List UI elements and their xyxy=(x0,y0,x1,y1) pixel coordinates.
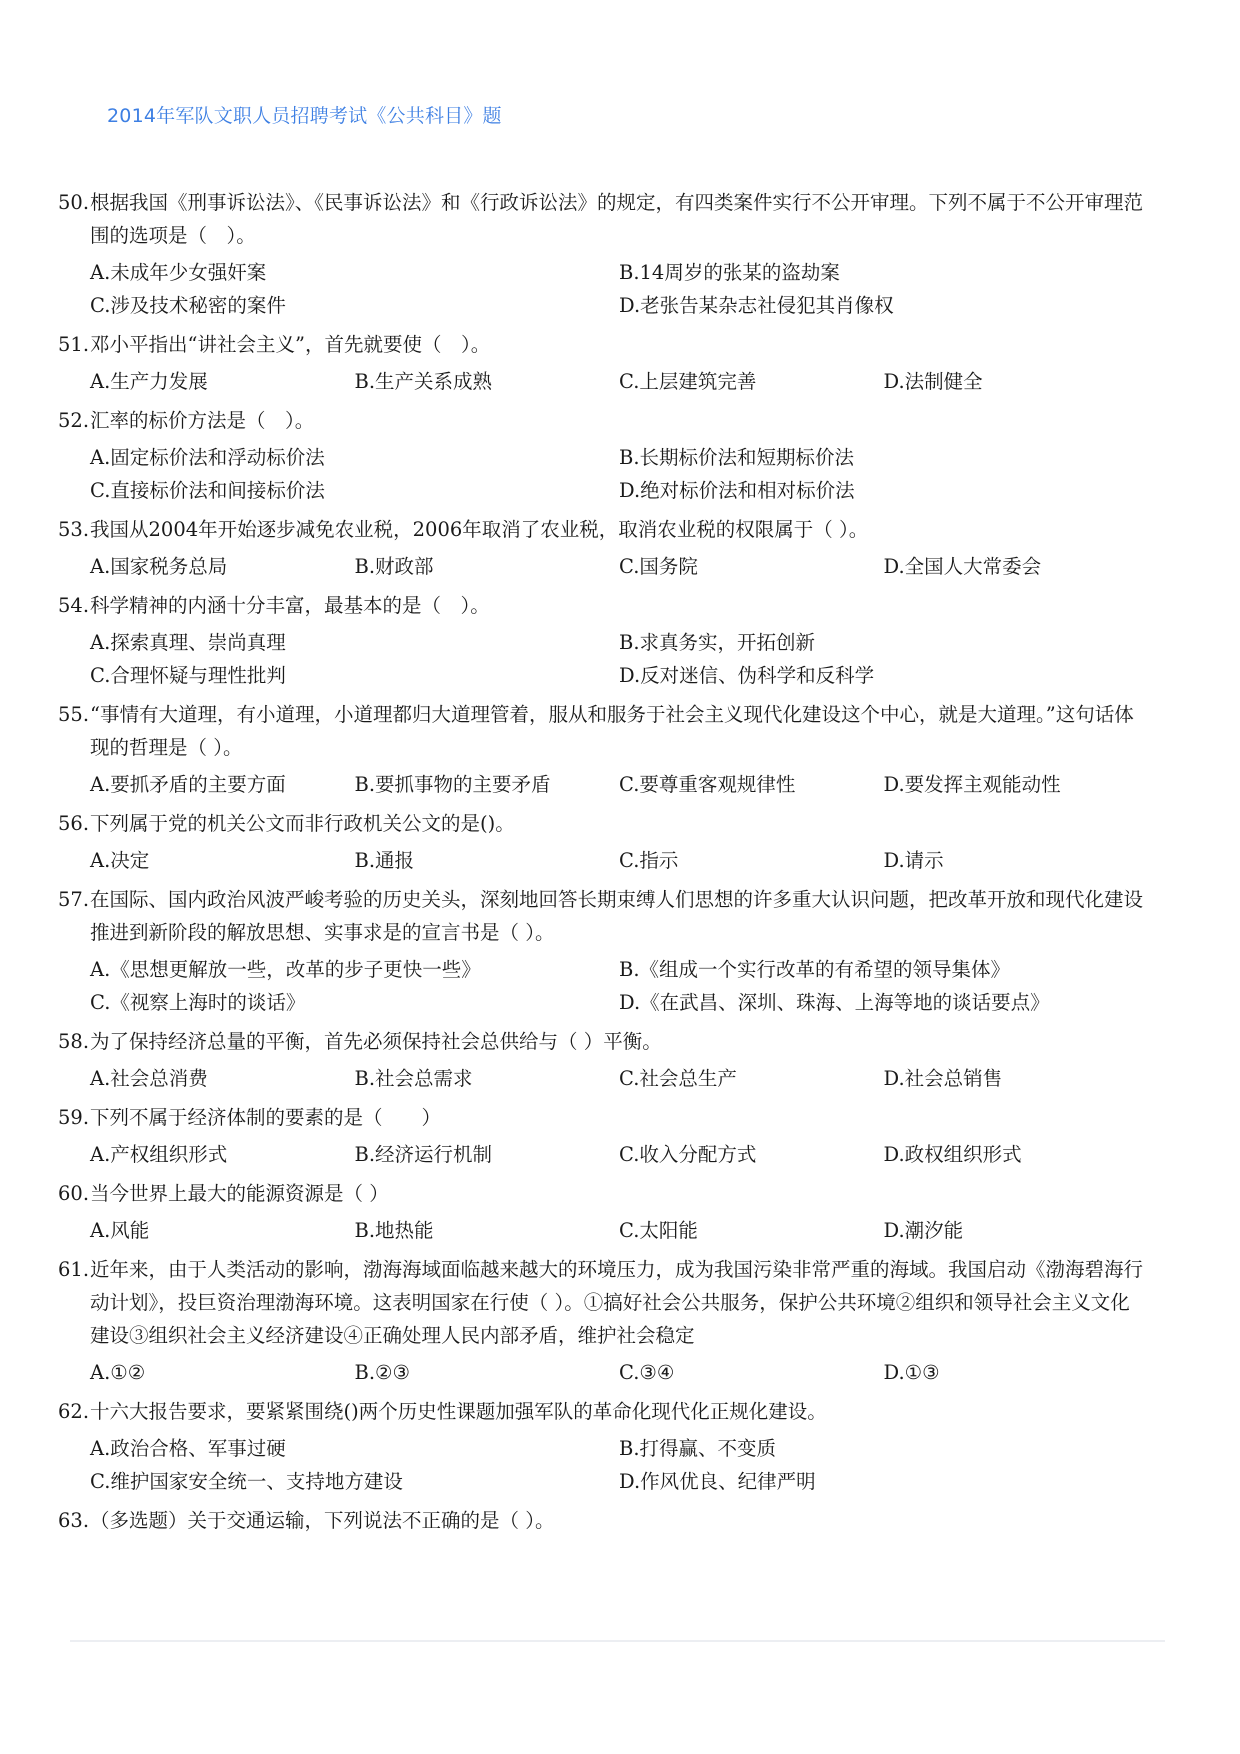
option-a: A.《思想更解放一些，改革的步子更快一些》 xyxy=(90,958,481,981)
question-text: 汇率的标价方法是（ ）。 xyxy=(90,409,315,432)
option-c: C.直接标价法和间接标价法 xyxy=(90,479,325,502)
question-number: 55. xyxy=(58,703,90,726)
option-c: C.涉及技术秘密的案件 xyxy=(90,294,286,317)
question-52 xyxy=(58,404,1148,507)
question-stem xyxy=(58,404,1148,437)
question-stem xyxy=(58,1395,1148,1428)
question-stem xyxy=(58,1504,1148,1537)
option-a: A.决定 xyxy=(90,849,150,872)
option-b: B.地热能 xyxy=(354,1219,434,1242)
option-c: C.收入分配方式 xyxy=(619,1143,757,1166)
option-c: C.维护国家安全统一、支持地方建设 xyxy=(90,1470,403,1493)
option-d: D.反对迷信、伪科学和反科学 xyxy=(619,664,875,687)
option-a: A.社会总消费 xyxy=(90,1067,208,1090)
option-c: C.合理怀疑与理性批判 xyxy=(90,664,286,687)
option-c: C.太阳能 xyxy=(619,1219,698,1242)
option-d: D.老张告某杂志社侵犯其肖像权 xyxy=(619,294,894,317)
option-d: D.政权组织形式 xyxy=(883,1143,1022,1166)
options xyxy=(58,626,1148,692)
question-number: 52. xyxy=(58,409,90,432)
option-c: C.国务院 xyxy=(619,555,698,578)
options xyxy=(58,365,1148,398)
question-text: 根据我国《刑事诉讼法》、《民事诉讼法》和《行政诉讼法》的规定，有四类案件实行不公开审理。下列不属于不公开审理范围的选项是（ ）。 xyxy=(90,191,1144,247)
question-stem xyxy=(58,807,1148,840)
option-d: D.《在武昌、深圳、珠海、上海等地的谈话要点》 xyxy=(619,991,1050,1014)
option-c: C.指示 xyxy=(619,849,679,872)
option-a: A.探索真理、崇尚真理 xyxy=(90,631,286,654)
question-text: 十六大报告要求，要紧紧围绕()两个历史性课题加强军队的革命化现代化正规化建设。 xyxy=(90,1400,827,1423)
option-d: D.绝对标价法和相对标价法 xyxy=(619,479,855,502)
option-b: B.财政部 xyxy=(354,555,434,578)
question-51 xyxy=(58,328,1148,398)
option-b: B.打得赢、不变质 xyxy=(619,1437,777,1460)
option-b: B.社会总需求 xyxy=(354,1067,473,1090)
option-a: A.未成年少女强奸案 xyxy=(90,261,267,284)
question-55 xyxy=(58,698,1148,801)
question-text: 我国从2004年开始逐步减免农业税，2006年取消了农业税，取消农业税的权限属于（ ）。 xyxy=(90,518,869,541)
question-number: 61. xyxy=(58,1258,90,1281)
question-61 xyxy=(58,1253,1148,1389)
option-b: B.求真务实，开拓创新 xyxy=(619,631,816,654)
question-text: 科学精神的内涵十分丰富，最基本的是（ ）。 xyxy=(90,594,490,617)
option-b: B.要抓事物的主要矛盾 xyxy=(354,773,551,796)
option-a: A.政治合格、军事过硬 xyxy=(90,1437,286,1460)
question-stem xyxy=(58,1025,1148,1058)
options xyxy=(58,1356,1148,1389)
option-a: A.固定标价法和浮动标价法 xyxy=(90,446,325,469)
question-58 xyxy=(58,1025,1148,1095)
question-text: 在国际、国内政治风波严峻考验的历史关头，深刻地回答长期束缚人们思想的许多重大认识问题，把改革开放和现代化建设推进到新阶段的解放思想、实事求是的宣言书是（ ）。 xyxy=(90,888,1144,944)
option-b: B.长期标价法和短期标价法 xyxy=(619,446,855,469)
question-text: 下列不属于经济体制的要素的是（ ） xyxy=(90,1106,442,1129)
option-a: A.生产力发展 xyxy=(90,370,208,393)
option-b: B.②③ xyxy=(354,1361,410,1384)
option-d: D.要发挥主观能动性 xyxy=(883,773,1061,796)
question-number: 56. xyxy=(58,812,90,835)
options xyxy=(58,1138,1148,1171)
option-d: D.全国人大常委会 xyxy=(883,555,1042,578)
option-c: C.社会总生产 xyxy=(619,1067,737,1090)
options xyxy=(58,256,1148,322)
options xyxy=(58,1214,1148,1247)
footer-divider xyxy=(70,1640,1165,1642)
option-a: A.要抓矛盾的主要方面 xyxy=(90,773,286,796)
option-a: A.产权组织形式 xyxy=(90,1143,228,1166)
question-text: （多选题）关于交通运输，下列说法不正确的是（ ）。 xyxy=(90,1509,555,1532)
option-a: A.①② xyxy=(90,1361,146,1384)
option-d: D.潮汐能 xyxy=(883,1219,964,1242)
option-d: D.社会总销售 xyxy=(883,1067,1003,1090)
question-number: 58. xyxy=(58,1030,90,1053)
question-stem xyxy=(58,328,1148,361)
options xyxy=(58,1062,1148,1095)
question-number: 50. xyxy=(58,191,90,214)
question-54 xyxy=(58,589,1148,692)
question-text: 下列属于党的机关公文而非行政机关公文的是()。 xyxy=(90,812,515,835)
option-b: B.《组成一个实行改革的有希望的领导集体》 xyxy=(619,958,1011,981)
option-a: A.国家税务总局 xyxy=(90,555,228,578)
question-number: 63. xyxy=(58,1509,90,1532)
question-number: 60. xyxy=(58,1182,90,1205)
option-b: B.14周岁的张某的盗劫案 xyxy=(619,261,840,284)
option-d: D.请示 xyxy=(883,849,944,872)
question-stem xyxy=(58,883,1148,949)
question-number: 62. xyxy=(58,1400,90,1423)
question-number: 54. xyxy=(58,594,90,617)
option-c: C.要尊重客观规律性 xyxy=(619,773,796,796)
question-number: 59. xyxy=(58,1106,90,1129)
option-b: B.经济运行机制 xyxy=(354,1143,493,1166)
option-a: A.风能 xyxy=(90,1219,150,1242)
question-number: 57. xyxy=(58,888,90,911)
question-text: “事情有大道理，有小道理，小道理都归大道理管着，服从和服务于社会主义现代化建设这个中心，就是大道理。”这句话体现的哲理是（ ）。 xyxy=(90,703,1134,759)
option-b: B.生产关系成熟 xyxy=(354,370,493,393)
question-stem xyxy=(58,186,1148,252)
options xyxy=(58,550,1148,583)
question-50 xyxy=(58,186,1148,322)
question-56 xyxy=(58,807,1148,877)
option-c: C.《视察上海时的谈话》 xyxy=(90,991,306,1014)
question-text: 邓小平指出“讲社会主义”，首先就要使（ ）。 xyxy=(90,333,491,356)
question-number: 53. xyxy=(58,518,90,541)
option-c: C.上层建筑完善 xyxy=(619,370,757,393)
option-d: D.作风优良、纪律严明 xyxy=(619,1470,816,1493)
question-62 xyxy=(58,1395,1148,1498)
option-c: C.③④ xyxy=(619,1361,675,1384)
question-53 xyxy=(58,513,1148,583)
question-text: 为了保持经济总量的平衡，首先必须保持社会总供给与（ ）平衡。 xyxy=(90,1030,662,1053)
question-stem xyxy=(58,513,1148,546)
question-number: 51. xyxy=(58,333,90,356)
options xyxy=(58,768,1148,801)
option-d: D.法制健全 xyxy=(883,370,983,393)
option-d: D.①③ xyxy=(883,1361,940,1384)
question-stem xyxy=(58,1177,1148,1210)
question-text: 近年来，由于人类活动的影响，渤海海域面临越来越大的环境压力，成为我国污染非常严重的海域。我国启动《渤海碧海行动计划》，投巨资治理渤海环境。这表明国家在行使（ ）。①搞好社会公共服务，保护公共环境②组织和领导社会主义文化建设③组织社会主义经济建设④正确处理人民内部矛盾，维护社会稳定 xyxy=(90,1258,1144,1347)
question-stem xyxy=(58,1253,1148,1352)
options xyxy=(58,1432,1148,1498)
question-57 xyxy=(58,883,1148,1019)
options xyxy=(58,953,1148,1019)
question-59 xyxy=(58,1101,1148,1171)
question-63 xyxy=(58,1504,1148,1537)
question-stem xyxy=(58,1101,1148,1134)
question-text: 当今世界上最大的能源资源是（ ） xyxy=(90,1182,389,1205)
question-stem xyxy=(58,589,1148,622)
question-list xyxy=(58,186,1148,1539)
options xyxy=(58,844,1148,877)
option-b: B.通报 xyxy=(354,849,415,872)
options xyxy=(58,441,1148,507)
question-60 xyxy=(58,1177,1148,1247)
document-title: 2014年军队文职人员招聘考试《公共科目》题 xyxy=(107,105,502,127)
question-stem xyxy=(58,698,1148,764)
